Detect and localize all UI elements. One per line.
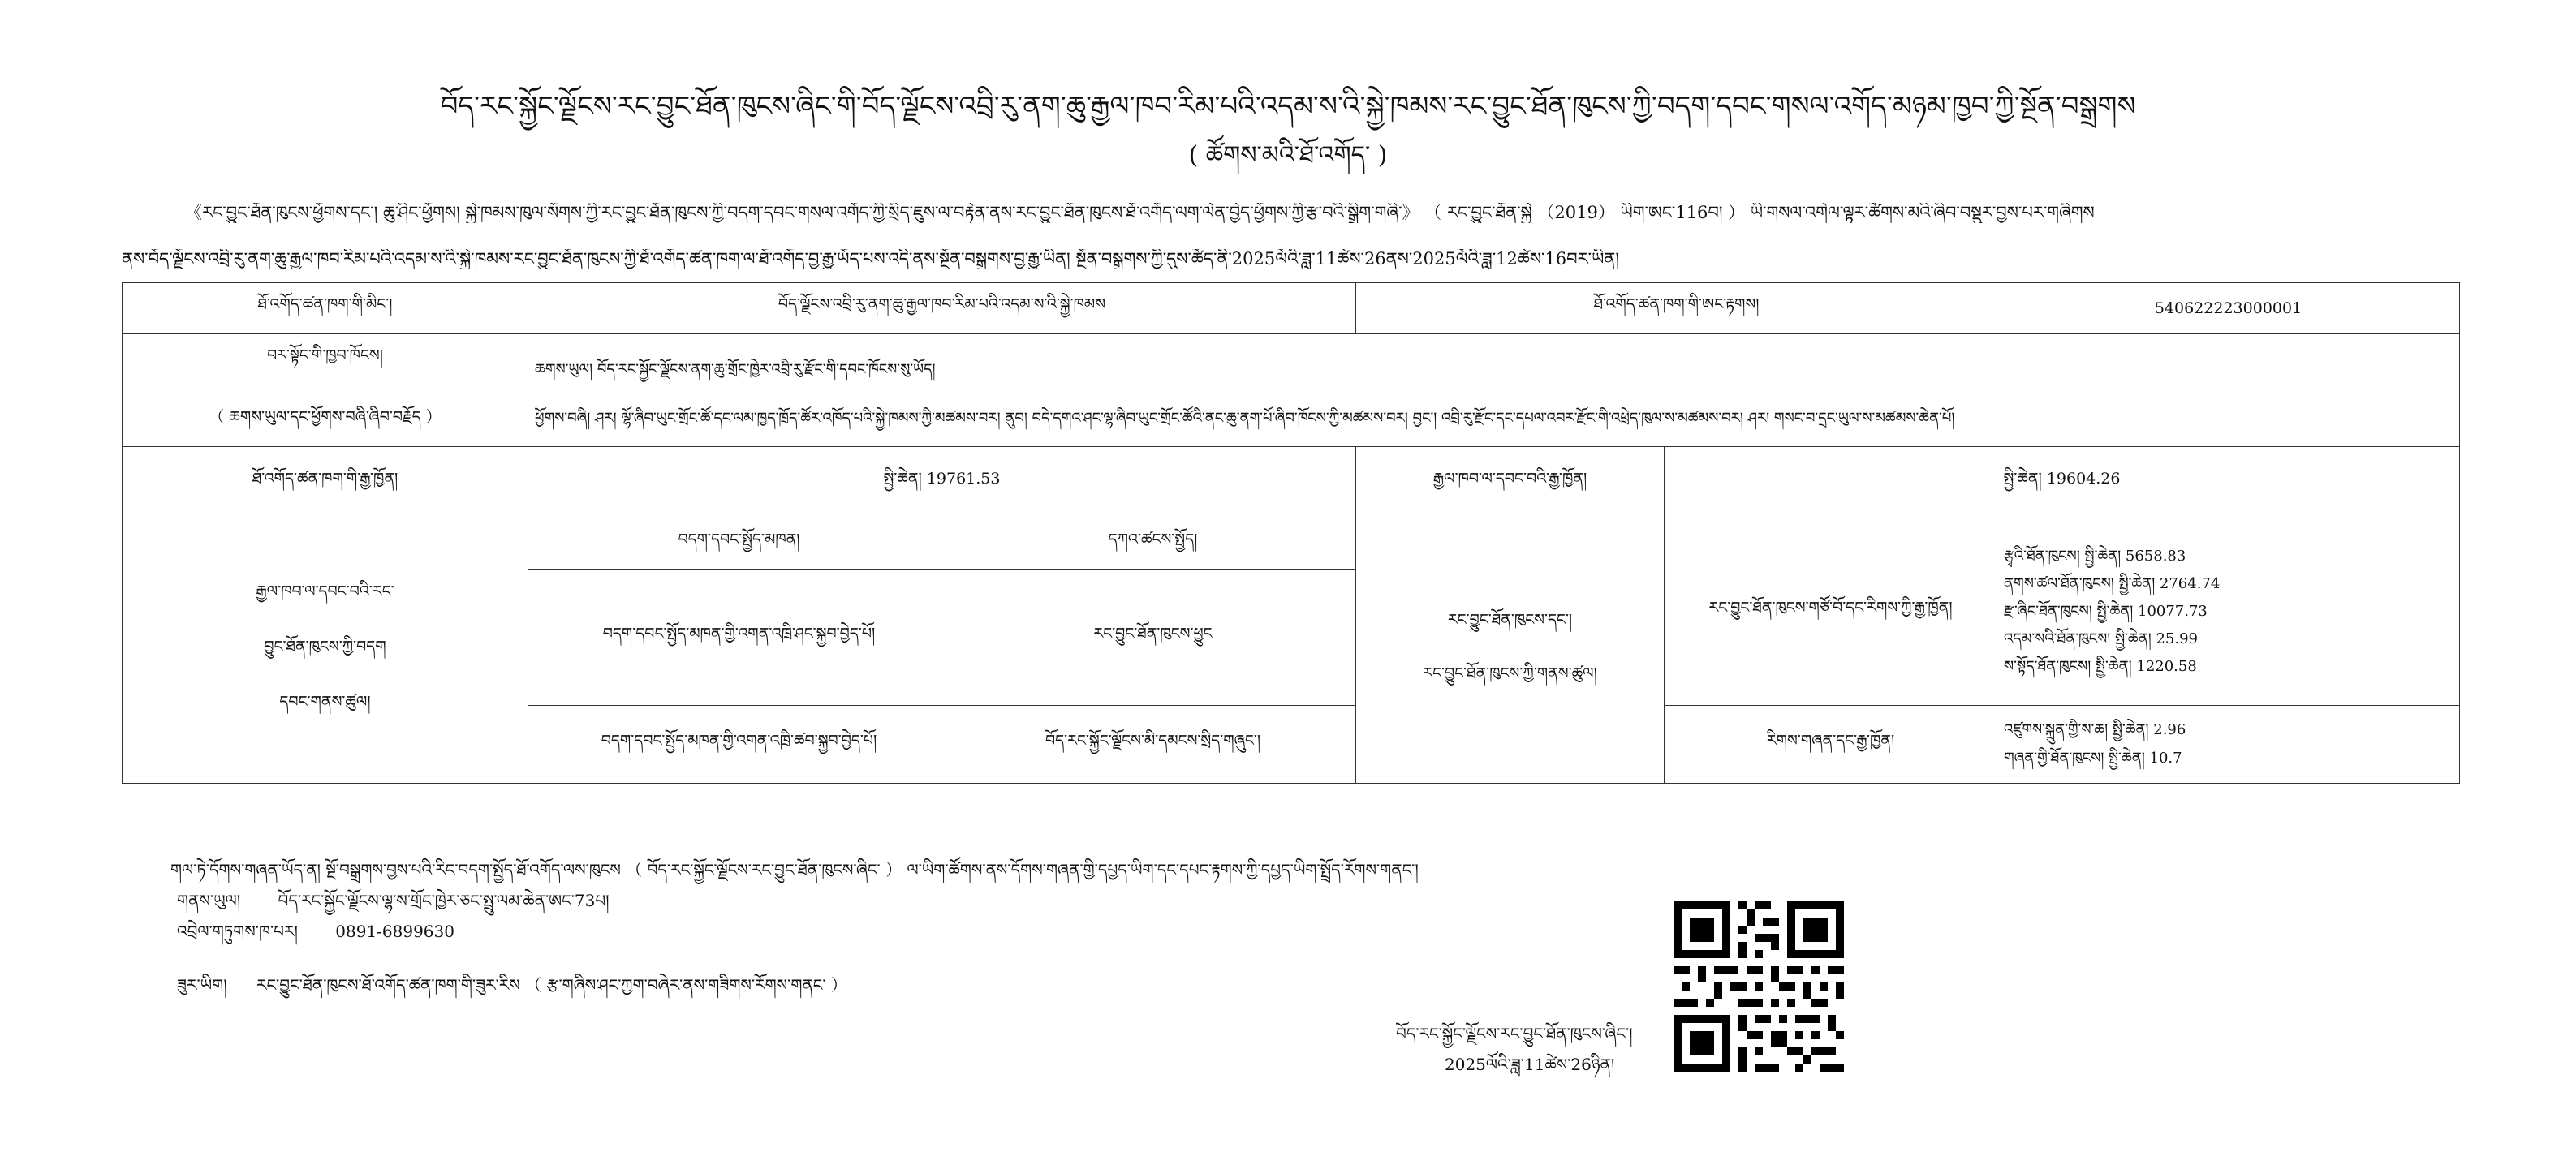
representative-b: བོད་རང་སྐྱོང་ལྗོངས་མི་དམངས་སྲིད་གཞུང་། (950, 706, 1356, 784)
intro-line-2: ནས་བོད་ལྗོངས་འབྲི་རུ་ནག་ཆུ་རྒྱལ་ཁབ་རིམ་པའི་འདམ་ས་འི་སྐྱེ་ཁམས་རང་བྱུང་ཐོན་ཁུངས་ཀྱི་ཐོ་འགོད་ཚན་ཁག་ལ་ཐོ་འགོད་བྱ་རྒྱུ་ཡོད་པས་འདི་ནས་སྔོན་བསྒྲགས་བྱ་རྒྱུ་ཡིན། སྔོན་བསྒྲགས་ཀྱི་དུས་ཚོད་ནི་2025ལོའི་ཟླ་11ཚེས་26ནས་2025ལོའི་ཟླ་12ཚེས་16བར་ཡིན། (122, 249, 1619, 269)
phone-value: 0891-6899630 (335, 922, 454, 941)
registration-table (122, 282, 2460, 784)
page-subtitle: ( ཚོགས་མའི་ཐོ་འགོད་ ) (1188, 141, 1388, 170)
phone-line (177, 913, 454, 959)
issue-date: 2025ལོའི་ཟླ་11ཚེས་26ཉིན། (1445, 1055, 1615, 1074)
other-types-label: རིགས་གཞན་དང་རྒྱ་ཁྱོན། (1665, 706, 1997, 784)
unit-code-value: 540622223000001 (1997, 283, 2460, 334)
representative-a: རང་བྱུང་ཐོན་ཁུངས་ཕྱུང (950, 570, 1356, 706)
unit-name-label: ཐོ་འགོད་ཚན་ཁག་གི་མིང་། (123, 283, 528, 334)
page-title: བོད་རང་སྐྱོང་ལྗོངས་རང་བྱུང་ཐོན་ཁུངས་ཞིང་གི་བོད་ལྗོངས་འབྲི་རུ་ནག་ཆུ་རྒྱལ་ཁབ་རིམ་པའི་འདམ་ས་འི་སྐྱེ་ཁམས་རང་བྱུང་ཐོན་ཁུངས་ཀྱི་བདག་དབང་གསལ་འགོད་མཉམ་ཁྱབ་ཀྱི་སྔོན་བསྒྲགས (440, 90, 2136, 123)
intro-doc-title: 《རང་བྱུང་ཐོན་ཁུངས་ཕྱོགས་དང་། ཆུ་ཤིང་ཕྱོགས། སྐྱེ་ཁམས་ཁུལ་སོགས་ཀྱི་རང་བྱུང་ཐོན་ཁུངས་ཀྱི་བདག་དབང་གསལ་འགོད་ཀྱི་སྲིད་ཇུས་ལ་བརྟེན་ནས་རང་བྱུང་ཐོན་ཁུངས་ཐོ་འགོད་ལག་ལེན་བྱེད་ཕྱོགས་ཀྱི་རྩ་བའི་སྒྲིག་གཞི་》 (185, 203, 1419, 222)
resource-type-item: འདམ་སའི་ཐོན་ཁུངས། སྤྱི་ཆེན། 25.99 (2004, 630, 2198, 648)
ownership-label (123, 518, 528, 784)
resource-status-line: རང་བྱུང་ཐོན་ཁུངས་དང་། (1447, 611, 1573, 629)
footer-note: གལ་ཏེ་དོགས་གཞན་ཡོད་ན། སྔོ་བསྒྲགས་བྱས་པའི་རིང་བདག་སྤྱོད་ཐོ་འགོད་ལས་ཁུངས （ བོད་རང་སྐྱོང་ལྗོངས་རང་བྱུང་ཐོན་ཁུངས་ཞིང་ ） ལ་ཡིག་ཚོགས་ནས་དོགས་གཞན་གྱི་དཔྱད་ཡིག་དང་དཔང་རྟགས་ཀྱི་དཔྱད་ཡིག་སྤྲོད་རོགས་གནང་། (170, 860, 1419, 879)
boundary-text: ཕྱོགས་བཞི། ཤར། ལྷོ་ཞིབ་ཡུང་གྲོང་ཚོ་དང་ལམ་ཁྱད་ཁྲོད་ཚོར་འཁོད་པའི་སྐྱེ་ཁམས་ཀྱི་མཚམས་བར། ནུབ། བདེ་དགའ་ཤང་ལྷ་ཞིབ་ཡུང་གྲོང་ཚོའི་ནང་ཆུ་ནག་པོ་ཞིབ་ཁོངས་ཀྱི་མཚམས་བར། བྱང་། འབྲི་རུ་རྫོང་དང་དཔལ་འབར་རྫོང་གི་འཕྲེད་ཁུལ་ས་མཚམས་བར། ཤར། གསང་བ་དྲང་ཡུལ་ས་མཚམས་ཆེན་པོ། (535, 410, 1955, 427)
issuing-organization: བོད་རང་སྐྱོང་ལྗོངས་རང་བྱུང་ཐོན་ཁུངས་ཞིང་། (1396, 1024, 1633, 1043)
ownership-label-line: རྒྱལ་ཁབ་ལ་དབང་བའི་རང་ (256, 582, 394, 600)
attachment-value: རང་བྱུང་ཐོན་ཁུངས་ཐོ་འགོད་ཚན་ཁག་གི་ཟུར་རིས （ རྩ་གཞིས་ཤང་ཀྱག་བཞེར་ནས་གཟིགས་རོགས་གནང་ ） (256, 975, 847, 995)
intro-doc-ref: （ རང་བྱུང་ཐོན་སྐྱེ （2019） ཡིག་ཨང་116བ། ） ཡི་གསལ་འགེལ་ལྟར་ཚོགས་མའི་ཞིབ་བསྡུར་བྱས་པར་གཞིགས (1424, 203, 2095, 222)
owner-agent-a: བདག་དབང་སྤྱོད་མཁན་གྱི་འགན་འཁྲི་ཤང་སྐྱབ་བྱེད་པོ། (528, 570, 950, 706)
qr-code (1674, 901, 1844, 1072)
phone-label: འབྲེལ་གཏུགས་ཁ་པར། (177, 922, 298, 941)
intro-line-1 (185, 203, 2522, 223)
main-types-list (1997, 518, 2460, 706)
attachment-line (177, 967, 847, 1012)
ownership-label-line: དབང་གནས་ཚུལ། (279, 693, 371, 711)
owner-header: བདག་དབང་སྤྱོད་མཁན། (528, 518, 950, 570)
unit-name-value: བོད་ལྗོངས་འབྲི་རུ་ནག་ཆུ་རྒྱལ་ཁབ་རིམ་པའི་འདམ་ས་འི་སྐྱེ་ཁམས (528, 283, 1356, 334)
location-text: ཆགས་ཡུལ། བོད་རང་སྐྱོང་ལྗོངས་ནག་ཆུ་གྲོང་ཁྱེར་འབྲི་རུ་རྫོང་གི་དབང་ཁོངས་སུ་ཡོད། (535, 361, 936, 378)
unit-code-label: ཐོ་འགོད་ཚན་ཁག་གི་ཨང་རྟགས། (1356, 283, 1997, 334)
other-type-item: འཛུགས་སྐྲུན་གྱི་ས་ཆ། སྤྱི་ཆེན། 2.96 (2004, 721, 2186, 739)
resource-status-label (1356, 518, 1665, 784)
resource-type-item: ནགས་ཚལ་ཐོན་ཁུངས། སྤྱི་ཆེན། 2764.74 (2004, 574, 2221, 592)
other-type-item: གཞན་གྱི་ཐོན་ཁུངས། སྤྱི་ཆེན། 10.7 (2004, 749, 2182, 767)
resource-type-item: རྫ་ཞིང་ཐོན་ཁུངས། སྤྱི་ཆེན། 10077.73 (2004, 602, 2208, 620)
spatial-scope-note: （ ཆགས་ཡུལ་དང་ཕྱོགས་བཞི་ཞིབ་བརྗོད ） (209, 408, 442, 426)
owner-agent-b: བདག་དབང་སྤྱོད་མཁན་གྱི་འགན་འཁྲི་ཚབ་སྐྱབ་བྱེད་པོ། (528, 706, 950, 784)
representative-header: དཀའ་ཚངས་སྤྱོད། (950, 518, 1356, 570)
unit-area-label: ཐོ་འགོད་ཚན་ཁག་གི་རྒྱ་ཁྱོན། (123, 447, 528, 518)
spatial-scope-title: བར་སྟོང་གི་ཁྱབ་ཁོངས། (267, 346, 383, 364)
main-types-label: རང་བྱུང་ཐོན་ཁུངས་གཙོ་བོ་དང་རིགས་ཀྱི་རྒྱ་ཁྱོན། (1665, 518, 1997, 706)
attachment-label: ཟུར་ཡིག། (177, 975, 227, 995)
other-types-list (1997, 706, 2460, 784)
resource-status-line: རང་བྱུང་ཐོན་ཁུངས་ཀྱི་གནས་ཚུལ། (1423, 664, 1597, 682)
unit-area-value: སྤྱི་ཆེན། 19761.53 (528, 447, 1356, 518)
ownership-label-line: བྱུང་ཐོན་ཁུངས་ཀྱི་བདག (264, 638, 386, 656)
state-area-label: རྒྱལ་ཁབ་ལ་དབང་བའི་རྒྱ་ཁྱོན། (1356, 447, 1665, 518)
resource-type-item: རྩྭའི་ཐོན་ཁུངས། སྤྱི་ཆེན། 5658.83 (2004, 547, 2186, 565)
resource-type-item: ས་སྟོད་ཐོན་ཁུངས། སྤྱི་ཆེན། 1220.58 (2004, 658, 2197, 676)
spatial-scope-label (123, 334, 528, 447)
spatial-scope-value (528, 334, 2460, 447)
address-label: གནས་ཡུལ། (177, 891, 241, 910)
address-value: བོད་རང་སྐྱོང་ལྗོངས་ལྷ་ས་གྲོང་ཁྱེར་ཅང་སྤྲུ་ལམ་ཆེན་ཨང་73པ། (278, 891, 610, 910)
state-area-value: སྤྱི་ཆེན། 19604.26 (1665, 447, 2460, 518)
